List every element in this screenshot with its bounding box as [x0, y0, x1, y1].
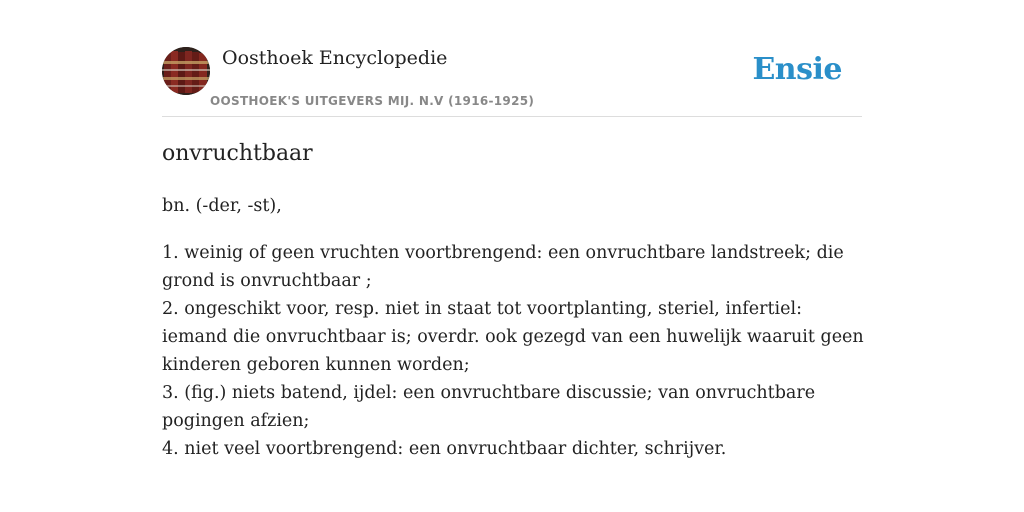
- site-header: [162, 0, 862, 117]
- grammar-note: bn. (-der, -st),: [162, 196, 282, 216]
- definition-item: 2. ongeschikt voor, resp. niet in staat tot voortplanting, steriel, infertiel: iemand die onvruchtbaar is; overdr. ook gezegd van een huwelijk waaruit geen kinderen geboren kunnen worden;: [162, 299, 864, 375]
- definition-item: 3. (fig.) niets batend, ijdel: een onvruchtbare discussie; van onvruchtbare pogingen afzien;: [162, 383, 816, 431]
- definition-item: 4. niet veel voortbrengend: een onvruchtbaar dichter, schrijver.: [162, 439, 727, 459]
- site-name[interactable]: Oosthoek Encyclopedie: [222, 47, 448, 69]
- book-spines-icon[interactable]: [162, 47, 210, 95]
- publisher-label: OOSTHOEK'S UITGEVERS MIJ. N.V (1916-1925): [210, 94, 535, 108]
- page-container: [162, 0, 862, 512]
- definitions-list: [162, 239, 867, 463]
- definition-item: 1. weinig of geen vruchten voortbrengend: een onvruchtbare landstreek; die grond is onvruchtbaar ;: [162, 243, 844, 291]
- entry-headword: onvruchtbaar: [162, 141, 313, 166]
- brand-logo[interactable]: Ensie: [752, 52, 842, 87]
